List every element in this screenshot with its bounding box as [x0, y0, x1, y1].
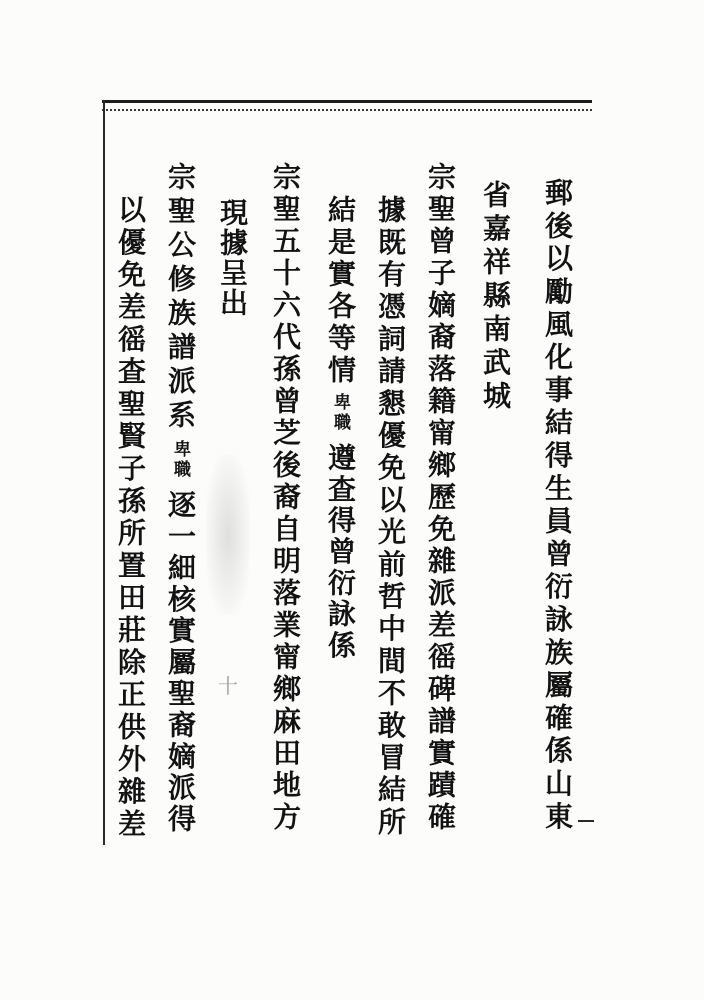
text-column-5 [323, 195, 357, 661]
text-column-2: 省嘉祥縣南武城 [479, 180, 512, 415]
right-edge-dash [578, 820, 594, 822]
column-5-continued-text: 遵查得曾衍詠係 [324, 443, 357, 662]
column-8-continued-text: 逐一細核實屬聖裔嫡派得 [164, 490, 197, 836]
top-border-rule [102, 100, 592, 111]
text-column-6: 宗聖五十六代孫曾芝後裔自明落業甯鄉麻田地方 [269, 162, 302, 834]
column-5-small-note: 卑職 [330, 393, 350, 433]
text-column-4: 據既有憑詞請懇優免以光前哲中間不敢冒結所 [374, 195, 407, 839]
text-column-7: 現據呈出 [216, 198, 249, 318]
ink-smudge [206, 455, 250, 615]
left-border-rule [103, 100, 105, 845]
text-column-1: 郵後以勵風化事結得生員曾衍詠族屬確係山東 [541, 178, 574, 834]
text-column-9: 以優免差徭查聖賢子孫所置田莊除正供外雜差 [114, 195, 147, 841]
column-8-small-note: 卑職 [170, 440, 190, 480]
column-8-main-text: 宗聖公修族譜派系 [164, 162, 197, 434]
text-column-8 [163, 162, 197, 835]
text-column-3: 宗聖曾子嫡裔落籍甯鄉歷免雜派差徭碑譜實蹟確 [424, 162, 457, 834]
faint-margin-mark: 十 [218, 674, 238, 698]
column-5-main-text: 結是實各等情 [324, 195, 357, 387]
